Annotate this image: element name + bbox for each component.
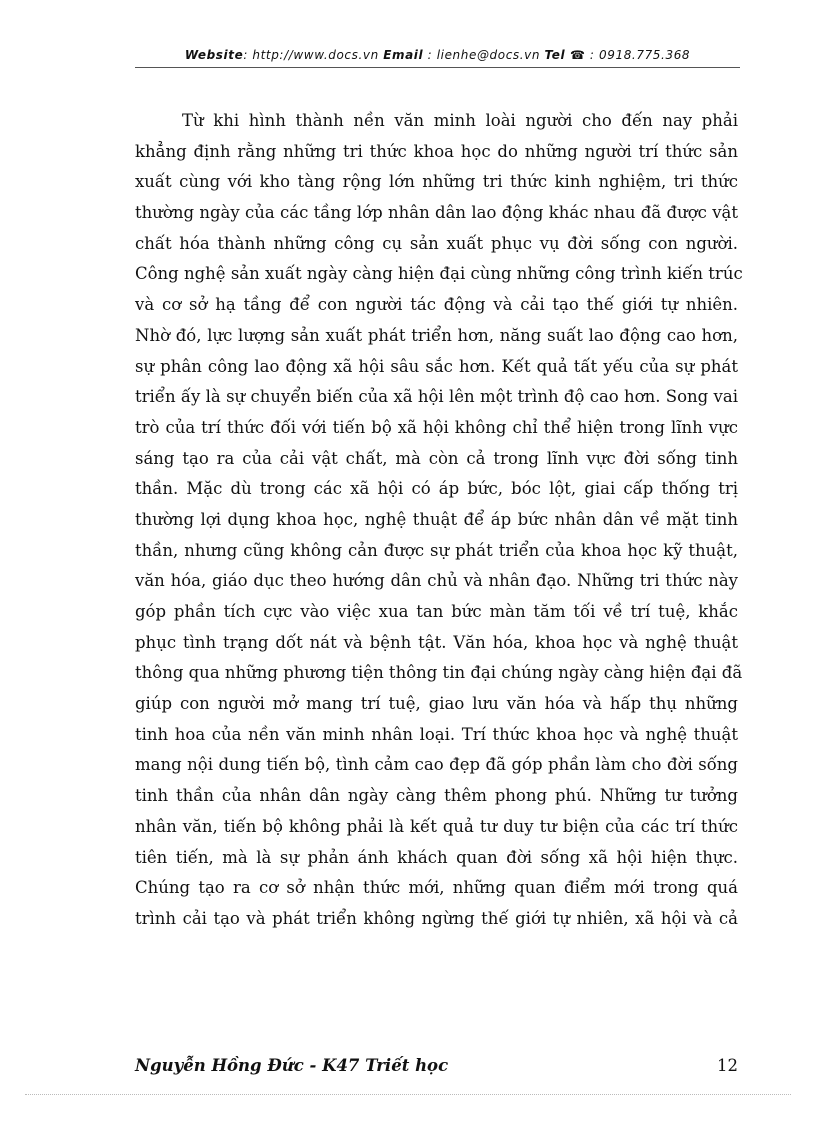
text-line: sự phân công lao động xã hội sâu sắc hơn. Kết quả tất yếu của sự phát <box>135 356 738 376</box>
text-line: triển ấy là sự chuyển biến của xã hội lên một trình độ cao hơn. Song vai <box>135 387 738 407</box>
tel-label: Tel ☎ <box>544 48 586 62</box>
email-value: : lienhe@docs.vn <box>423 48 545 62</box>
text-line: thường lợi dụng khoa học, nghệ thuật để áp bức nhân dân về mặt tinh <box>135 509 738 529</box>
email-label: Email <box>383 48 424 62</box>
footer-author: Nguyễn Hồng Đức - K47 Triết học <box>135 1056 449 1075</box>
tel-value: : 0918.775.368 <box>585 48 691 62</box>
text-line: thường ngày của các tầng lớp nhân dân lao động khác nhau đã được vật <box>135 203 738 223</box>
text-line: Từ khi hình thành nền văn minh loài người cho đến nay phải <box>182 111 738 130</box>
page-header <box>135 48 740 62</box>
page-number: 12 <box>717 1056 738 1075</box>
text-line: thần. Mặc dù trong các xã hội có áp bức, bóc lột, giai cấp thống trị <box>135 479 738 499</box>
text-line: Chúng tạo ra cơ sở nhận thức mới, những quan điểm mới trong quá <box>135 878 738 898</box>
text-line: chất hóa thành những công cụ sản xuất phục vụ đời sống con người. <box>135 233 738 253</box>
text-line: Công nghệ sản xuất ngày càng hiện đại cùng những công trình kiến trúc <box>135 264 743 284</box>
text-line: nhân văn, tiến bộ không phải là kết quả tư duy tư biện của các trí thức <box>135 816 738 836</box>
text-line: phục tình trạng dốt nát và bệnh tật. Văn hóa, khoa học và nghệ thuật <box>135 632 738 652</box>
text-line: góp phần tích cực vào việc xua tan bức màn tăm tối về trí tuệ, khắc <box>135 602 738 621</box>
text-line: sáng tạo ra của cải vật chất, mà còn cả trong lĩnh vực đời sống tinh <box>135 448 738 468</box>
text-line: tinh hoa của nền văn minh nhân loại. Trí thức khoa học và nghệ thuật <box>135 724 738 744</box>
text-line: mang nội dung tiến bộ, tình cảm cao đẹp đã góp phần làm cho đời sống <box>135 755 738 775</box>
text-line: trò của trí thức đối với tiến bộ xã hội không chỉ thể hiện trong lĩnh vực <box>135 417 738 437</box>
text-line: thông qua những phương tiện thông tin đại chúng ngày càng hiện đại đã <box>135 663 743 683</box>
text-line: khẳng định rằng những tri thức khoa học do những người trí thức sản <box>135 141 738 161</box>
text-line: văn hóa, giáo dục theo hướng dân chủ và nhân đạo. Những tri thức này <box>135 571 738 591</box>
text-line: Nhờ đó, lực lượng sản xuất phát triển hơn, năng suất lao động cao hơn, <box>135 325 738 345</box>
header-divider <box>135 67 740 68</box>
text-line: thần, nhưng cũng không cản được sự phát triển của khoa học kỹ thuật, <box>135 540 738 560</box>
page-bottom-divider <box>25 1094 791 1095</box>
body-text <box>135 106 743 935</box>
text-line: trình cải tạo và phát triển không ngừng thế giới tự nhiên, xã hội và cả <box>135 908 738 928</box>
text-line: xuất cùng với kho tàng rộng lớn những tri thức kinh nghiệm, tri thức <box>135 172 738 192</box>
text-line: tinh thần của nhân dân ngày càng thêm phong phú. Những tư tưởng <box>135 786 738 806</box>
text-line: giúp con người mở mang trí tuệ, giao lưu văn hóa và hấp thụ những <box>135 694 738 714</box>
website-label: Website <box>184 48 244 62</box>
text-line: tiên tiến, mà là sự phản ánh khách quan đời sống xã hội hiện thực. <box>135 847 738 867</box>
website-value: : http://www.docs.vn <box>243 48 384 62</box>
text-line: và cơ sở hạ tầng để con người tác động và cải tạo thế giới tự nhiên. <box>135 295 738 315</box>
